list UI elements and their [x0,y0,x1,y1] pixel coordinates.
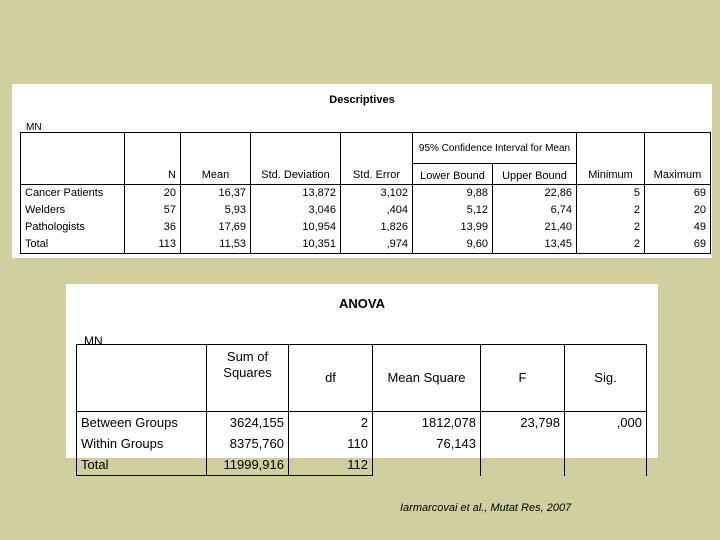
table-cell: 36 [125,219,181,236]
table-cell: 10,351 [251,236,341,254]
table-row [21,236,711,254]
table-cell: 20 [645,202,711,219]
table-cell: 76,143 [373,433,481,454]
table-cell: 69 [645,236,711,254]
table-cell: 20 [125,185,181,203]
col-header: Mean Square [373,345,481,412]
row-label: Total [77,454,207,476]
row-label: Total [21,236,125,254]
table-cell: 112 [289,454,373,476]
descriptives-panel [12,84,712,258]
table-cell: 6,74 [493,202,577,219]
row-label: Pathologists [21,219,125,236]
table-cell: 9,60 [413,236,493,254]
table-cell: 2 [577,219,645,236]
table-cell: 110 [289,433,373,454]
table-cell [373,454,481,476]
table-cell: 21,40 [493,219,577,236]
col-header: df [289,345,373,412]
table-cell: 57 [125,202,181,219]
col-header: Sig. [565,345,647,412]
table-cell [565,433,647,454]
table-cell: 49 [645,219,711,236]
table-cell: 69 [645,185,711,203]
table-row [21,185,711,203]
citation: Iarmarcovai et al., Mutat Res, 2007 [400,502,572,514]
col-header: Sum of Squares [207,345,289,412]
table-cell: 13,45 [493,236,577,254]
table-cell: 13,872 [251,185,341,203]
row-label: Within Groups [77,433,207,454]
table-cell: 5,93 [181,202,251,219]
table-cell: 3,046 [251,202,341,219]
table-cell: 17,69 [181,219,251,236]
col-header: Mean [181,164,251,185]
table-cell [481,454,565,476]
row-label: Cancer Patients [21,185,125,203]
table-cell: 13,99 [413,219,493,236]
row-label: Between Groups [77,412,207,434]
col-header: Upper Bound [493,164,577,185]
col-header: Std. Deviation [251,164,341,185]
descriptives-table [20,132,711,254]
table-cell [481,433,565,454]
table-cell: 3624,155 [207,412,289,434]
table-cell: 22,86 [493,185,577,203]
col-header: Maximum [645,164,711,185]
col-header: Minimum [577,164,645,185]
table-cell: 10,954 [251,219,341,236]
table-row [77,454,647,476]
table-cell: 23,798 [481,412,565,434]
table-cell: 2 [577,236,645,254]
row-label: Welders [21,202,125,219]
table-cell: ,974 [341,236,413,254]
table-cell: 8375,760 [207,433,289,454]
anova-table [76,344,647,476]
table-cell: 2 [289,412,373,434]
table-cell: 1,826 [341,219,413,236]
table-cell: 3,102 [341,185,413,203]
col-header: N [125,164,181,185]
col-header: F [481,345,565,412]
table-cell: ,404 [341,202,413,219]
anova-panel [66,284,658,472]
descriptives-title: Descriptives [329,94,395,106]
col-header: Std. Error [341,164,413,185]
table-row [21,219,711,236]
ci-header: 95% Confidence Interval for Mean [413,133,577,164]
col-header: Lower Bound [413,164,493,185]
table-cell: 5 [577,185,645,203]
table-cell: 9,88 [413,185,493,203]
table-cell: ,000 [565,412,647,434]
table-row [77,412,647,434]
table-cell: 5,12 [413,202,493,219]
table-cell: 16,37 [181,185,251,203]
table-cell: 1812,078 [373,412,481,434]
table-row [77,433,647,454]
table-cell: 11999,916 [207,454,289,476]
anova-title: ANOVA [339,296,385,311]
table-cell: 11,53 [181,236,251,254]
table-cell: 2 [577,202,645,219]
descriptives-variable-label: MN [26,122,42,133]
table-cell [565,454,647,476]
anova-variable-label: MN [84,334,103,348]
table-cell: 113 [125,236,181,254]
table-row [21,202,711,219]
